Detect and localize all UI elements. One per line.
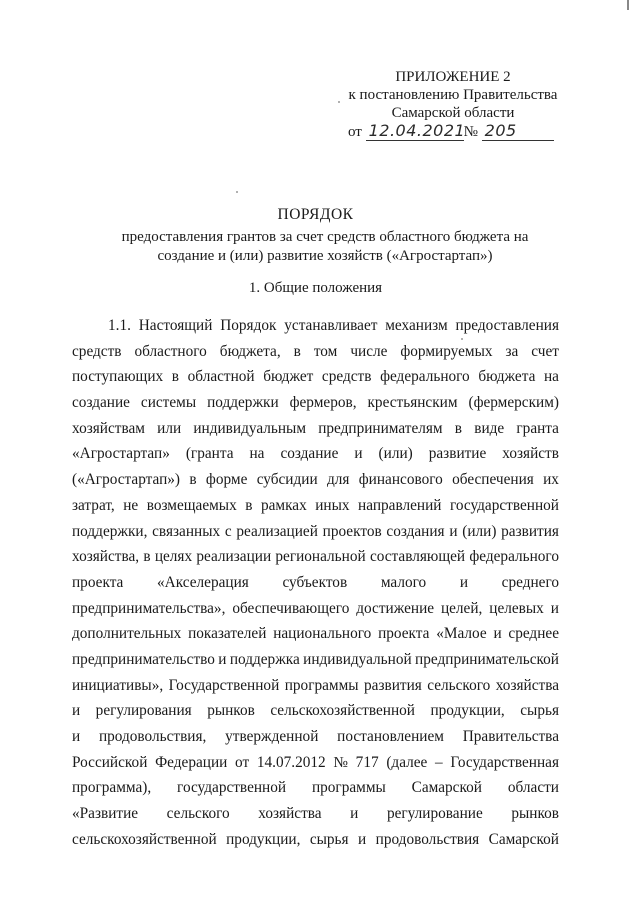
- body-word: развитие: [428, 445, 487, 463]
- body-word: областной: [187, 368, 255, 386]
- scan-speck: [338, 101, 340, 103]
- body-word: Порядок: [220, 317, 277, 334]
- body-text: [72, 313, 559, 852]
- body-line: [72, 313, 559, 339]
- body-word: сырья: [520, 702, 559, 720]
- body-word: обеспечивающего: [232, 599, 350, 617]
- handwritten-number: 205: [482, 122, 554, 141]
- body-word: и: [358, 830, 367, 848]
- body-word: Правительства: [462, 728, 559, 745]
- body-word: и: [550, 599, 559, 617]
- body-line-text: [108, 313, 559, 339]
- body-word: устанавливает: [284, 317, 378, 334]
- body-word: механизм: [385, 317, 448, 334]
- body-line: [72, 698, 559, 724]
- body-word: рамках: [260, 496, 307, 514]
- body-word: (далее: [386, 753, 428, 771]
- body-word: возмещаемых: [146, 496, 237, 514]
- body-word: Самарской: [488, 830, 559, 848]
- body-line: [72, 467, 559, 493]
- body-word: проектов: [322, 522, 382, 540]
- body-word: 717: [355, 753, 379, 771]
- body-word: Государственная: [450, 753, 559, 771]
- appendix-date-line: [338, 122, 568, 141]
- body-word: реализацией: [236, 522, 318, 540]
- body-word: и: [218, 650, 227, 668]
- body-word: («Агростартап»): [72, 471, 181, 489]
- body-word: не: [123, 496, 139, 514]
- body-word: –: [435, 753, 443, 771]
- body-word: и: [72, 728, 81, 745]
- body-word: областного: [134, 342, 207, 360]
- body-word: инициативы»,: [72, 676, 164, 694]
- body-line-text: [72, 621, 559, 647]
- body-line: [72, 441, 559, 467]
- body-word: хозяйства: [258, 805, 322, 823]
- body-line: [72, 596, 559, 622]
- body-word: средств: [321, 368, 372, 386]
- body-word: целях: [154, 548, 193, 566]
- body-word: региональной: [275, 548, 366, 566]
- scan-speck: [236, 191, 238, 193]
- body-word: субсидии: [256, 471, 318, 489]
- body-word: направлений: [358, 496, 442, 514]
- body-word: Государственной: [168, 676, 280, 694]
- body-word: Российской: [72, 753, 148, 771]
- body-line-text: [72, 570, 559, 596]
- body-word: целевых: [489, 599, 544, 617]
- body-word: предпринимательства»,: [72, 599, 226, 617]
- body-line-text: [72, 544, 559, 570]
- body-word: сельского: [166, 805, 230, 823]
- body-word: №: [333, 753, 348, 771]
- body-word: федерального: [469, 548, 559, 566]
- body-word: «Малое: [436, 625, 487, 643]
- body-word: в: [293, 342, 301, 360]
- body-word: гранта: [516, 419, 559, 437]
- body-word: рынков: [511, 805, 559, 823]
- body-line: [72, 570, 559, 596]
- body-word: или: [157, 419, 182, 437]
- body-word: сельскохозяйственной: [72, 830, 217, 848]
- body-word: предпринимательской: [415, 650, 559, 668]
- body-line: [72, 339, 559, 365]
- body-word: и: [459, 573, 469, 591]
- body-line: [72, 724, 559, 750]
- body-word: индивидуальной: [303, 650, 412, 668]
- body-word: проекта: [378, 625, 430, 643]
- body-word: финансового: [358, 471, 443, 489]
- scan-speck: [461, 338, 463, 340]
- scan-edge-mark: [627, 0, 629, 10]
- body-word: «Развитие: [72, 805, 139, 823]
- body-word: создание: [72, 394, 130, 412]
- body-word: государственной: [177, 779, 287, 797]
- body-word: для: [326, 471, 350, 489]
- body-line: [72, 621, 559, 647]
- body-word: обеспечения: [452, 471, 534, 489]
- body-word: сельскохозяйственной: [270, 702, 415, 720]
- body-word: и: [72, 702, 81, 720]
- body-word: фермеров,: [289, 394, 357, 412]
- subtitle-line-1: предоставления грантов за счет средств областного бюджета на: [121, 229, 529, 245]
- body-line-text: [72, 493, 559, 519]
- body-line-text: [72, 467, 559, 493]
- body-word: форме: [205, 471, 248, 489]
- body-word: в: [454, 419, 463, 437]
- body-word: на: [249, 445, 265, 463]
- body-word: сельского: [427, 676, 491, 694]
- body-word: виде: [474, 419, 505, 437]
- document-title: ПОРЯДОК: [277, 206, 354, 223]
- body-line-text: [72, 673, 559, 699]
- body-word: создания: [386, 522, 445, 540]
- body-word: программы: [284, 676, 359, 694]
- body-line-text: [72, 390, 559, 416]
- body-word: затрат,: [72, 496, 115, 514]
- body-word: утвержденной: [225, 728, 319, 745]
- body-word: программа),: [72, 779, 152, 797]
- body-word: хозяйствам: [72, 419, 145, 437]
- body-line-text: [72, 750, 559, 776]
- body-line: [72, 827, 559, 853]
- appendix-block: [338, 68, 568, 141]
- body-word: постановлением: [337, 728, 444, 745]
- body-word: том: [313, 342, 338, 360]
- body-word: в: [245, 496, 253, 514]
- body-word: 1.1.: [108, 317, 131, 334]
- body-word: хозяйств: [502, 445, 559, 463]
- body-word: бюджет: [263, 368, 314, 386]
- body-word: средств: [72, 342, 122, 360]
- body-word: Федерации: [155, 753, 228, 771]
- body-word: среднего: [501, 573, 559, 591]
- body-line: [72, 493, 559, 519]
- body-word: государственной: [449, 496, 559, 514]
- body-word: и: [449, 522, 458, 540]
- body-line-text: [72, 364, 559, 390]
- body-word: хозяйства,: [72, 548, 140, 566]
- body-word: Настоящий: [138, 317, 213, 334]
- body-word: бюджета: [478, 368, 536, 386]
- body-word: связанных: [152, 522, 221, 540]
- body-line-text: [72, 416, 559, 442]
- body-word: среднее: [508, 625, 559, 643]
- body-word: поддержка: [229, 650, 300, 668]
- body-word: проекта: [72, 573, 124, 591]
- appendix-line-region: Самарской области: [391, 105, 515, 121]
- body-line-text: [72, 596, 559, 622]
- body-word: «Агростартап»: [72, 445, 170, 463]
- subtitle-line-2: создание и (или) развитие хозяйств («Агростартап»): [157, 248, 493, 264]
- body-line: [72, 390, 559, 416]
- body-word: развития: [501, 522, 559, 540]
- body-word: федерального: [380, 368, 470, 386]
- body-word: Самарской: [411, 779, 482, 797]
- body-line-text: [72, 339, 559, 365]
- body-word: хозяйства: [495, 676, 559, 694]
- body-word: в: [189, 471, 197, 489]
- appendix-line-resolution: к постановлению Правительства: [348, 87, 558, 103]
- body-word: 14.07.2012: [256, 753, 326, 771]
- body-word: от: [235, 753, 250, 771]
- body-word: иных: [315, 496, 350, 514]
- body-word: поддержки,: [72, 522, 148, 540]
- body-line: [72, 544, 559, 570]
- body-line-text: [72, 441, 559, 467]
- body-word: сырья: [309, 830, 349, 848]
- body-line: [72, 750, 559, 776]
- body-word: дополнительных: [72, 625, 182, 643]
- handwritten-date: 12.04.2021: [366, 122, 464, 141]
- body-word: (гранта: [185, 445, 234, 463]
- body-word: показателей: [188, 625, 267, 643]
- number-sign: №: [463, 124, 478, 140]
- body-word: (или): [462, 522, 497, 540]
- body-word: создание: [280, 445, 339, 463]
- body-word: продукции,: [430, 702, 505, 720]
- body-word: программы: [311, 779, 386, 797]
- body-line: [72, 775, 559, 801]
- body-word: их: [543, 471, 559, 489]
- body-word: предоставления: [455, 317, 559, 334]
- body-line: [72, 416, 559, 442]
- document-subtitle: [115, 228, 535, 266]
- body-word: национального: [273, 625, 372, 643]
- body-word: индивидуальным: [193, 419, 307, 437]
- appendix-title: ПРИЛОЖЕНИЕ 2: [395, 69, 511, 85]
- body-line-text: [72, 801, 559, 827]
- body-word: счет: [531, 342, 559, 360]
- body-word: системы: [140, 394, 197, 412]
- body-line: [72, 364, 559, 390]
- body-line-text: [72, 647, 559, 673]
- section-heading: 1. Общие положения: [248, 280, 383, 296]
- body-word: числе: [350, 342, 388, 360]
- body-word: «Акселерация: [157, 573, 249, 591]
- body-word: за: [505, 342, 519, 360]
- body-word: регулирования: [95, 702, 192, 720]
- body-line: [72, 801, 559, 827]
- body-word: продовольствия: [375, 830, 480, 848]
- body-word: продовольствия,: [98, 728, 207, 745]
- body-word: продукции,: [226, 830, 301, 848]
- body-line: [72, 519, 559, 545]
- body-word: и: [354, 445, 363, 463]
- body-word: на: [544, 368, 559, 386]
- body-word: области: [507, 779, 559, 797]
- body-line: [72, 647, 559, 673]
- body-word: с: [224, 522, 232, 540]
- body-word: в: [143, 548, 151, 566]
- body-line-text: [72, 775, 559, 801]
- body-line-text: [72, 724, 559, 750]
- body-word: поступающих: [72, 368, 164, 386]
- body-line: [72, 673, 559, 699]
- body-word: целей,: [440, 599, 483, 617]
- body-word: малого: [380, 573, 427, 591]
- body-word: предпринимательство: [72, 650, 215, 668]
- body-word: субъектов: [282, 573, 348, 591]
- date-prefix: от: [348, 124, 362, 140]
- body-word: предпринимателям: [318, 419, 443, 437]
- body-word: и: [350, 805, 359, 823]
- body-word: достижение: [356, 599, 435, 617]
- body-word: развития: [364, 676, 422, 694]
- body-word: регулирование: [386, 805, 483, 823]
- body-word: реализации: [196, 548, 272, 566]
- body-word: (фермерским): [468, 394, 559, 412]
- body-word: бюджета,: [219, 342, 281, 360]
- body-word: (или): [378, 445, 413, 463]
- body-word: составляющей: [369, 548, 466, 566]
- body-word: в: [171, 368, 180, 386]
- body-line-text: [72, 519, 559, 545]
- body-word: поддержки: [207, 394, 279, 412]
- body-line-text: [72, 698, 559, 724]
- body-word: формируемых: [400, 342, 493, 360]
- body-word: крестьянским: [367, 394, 458, 412]
- body-word: и: [493, 625, 502, 643]
- body-word: рынков: [207, 702, 255, 720]
- body-line-text: [72, 827, 559, 853]
